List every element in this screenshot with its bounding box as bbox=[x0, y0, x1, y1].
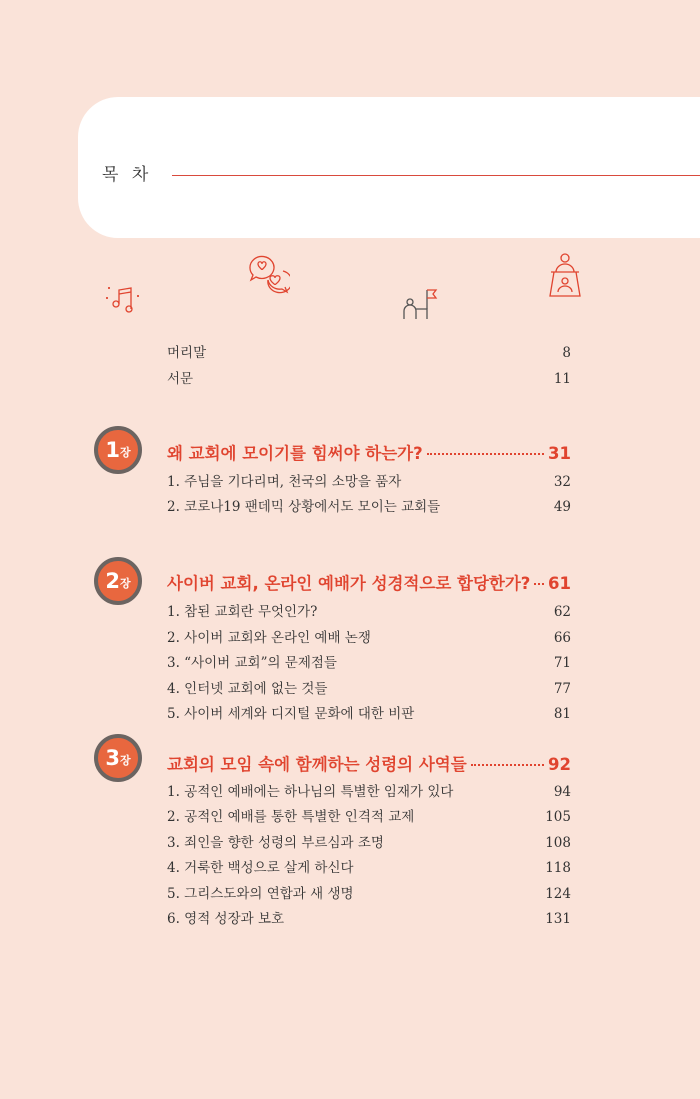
toc-item-title: 4. 인터넷 교회에 없는 것들 bbox=[167, 681, 328, 697]
toc-item-page: 118 bbox=[545, 860, 571, 876]
chapter-unit: 장 bbox=[119, 446, 131, 459]
toc-section-item[interactable] bbox=[167, 626, 571, 646]
toc-item-page: 131 bbox=[545, 911, 571, 927]
toc-item-page: 81 bbox=[553, 706, 571, 722]
toc-item-title: 4. 거룩한 백성으로 살게 하신다 bbox=[167, 860, 354, 876]
toc-item-page: 108 bbox=[545, 835, 571, 851]
page-title: 목 차 bbox=[102, 165, 153, 185]
chapter-page: 92 bbox=[548, 755, 571, 774]
toc-section-item[interactable] bbox=[167, 856, 571, 876]
toc-item-title: 1. 주님을 기다리며, 천국의 소망을 품자 bbox=[167, 474, 402, 490]
toc-item-page: 62 bbox=[553, 604, 571, 620]
toc-section-item[interactable] bbox=[167, 600, 571, 620]
toc-item-title: 머리말 bbox=[167, 345, 207, 361]
header-rule bbox=[172, 175, 700, 176]
chapter-badge bbox=[94, 557, 142, 605]
toc-item-title: 2. 사이버 교회와 온라인 예배 논쟁 bbox=[167, 630, 371, 646]
toc-item-page: 8 bbox=[562, 345, 571, 361]
chapter-page: 61 bbox=[548, 574, 571, 593]
toc-front-item[interactable] bbox=[167, 367, 571, 387]
toc-item-page: 77 bbox=[553, 681, 571, 697]
toc-section-item[interactable] bbox=[167, 651, 571, 671]
toc-item-page: 32 bbox=[553, 474, 571, 490]
chapter-title: 왜 교회에 모이기를 힘써야 하는가? bbox=[167, 444, 423, 463]
toc-item-title: 1. 공적인 예배에는 하나님의 특별한 임재가 있다 bbox=[167, 784, 454, 800]
chapter-heading[interactable] bbox=[167, 440, 571, 464]
toc-item-page: 94 bbox=[553, 784, 571, 800]
toc-item-title: 1. 참된 교회란 무엇인가? bbox=[167, 604, 318, 620]
toc-item-page: 66 bbox=[553, 630, 571, 646]
toc-section-item[interactable] bbox=[167, 677, 571, 697]
toc-item-page: 124 bbox=[545, 886, 571, 902]
toc-section-item[interactable] bbox=[167, 882, 571, 902]
toc-item-title: 서문 bbox=[167, 371, 194, 387]
toc-section-item[interactable] bbox=[167, 780, 571, 800]
toc-item-title: 6. 영적 성장과 보호 bbox=[167, 911, 285, 927]
toc-item-page: 105 bbox=[545, 809, 571, 825]
toc-item-page: 49 bbox=[553, 499, 571, 515]
pastor-podium-icon bbox=[548, 252, 582, 298]
chapter-unit: 장 bbox=[119, 754, 131, 767]
person-flag-icon bbox=[401, 287, 441, 323]
toc-item-title: 3. 죄인을 향한 성령의 부르심과 조명 bbox=[167, 835, 384, 851]
toc-item-title: 3. “사이버 교회”의 문제점들 bbox=[167, 655, 337, 671]
leader-dots bbox=[534, 583, 544, 585]
chapter-badge bbox=[94, 426, 142, 474]
chapter-heading[interactable] bbox=[167, 570, 571, 594]
chapter-title: 사이버 교회, 온라인 예배가 성경적으로 합당한가? bbox=[167, 574, 531, 593]
toc-section-item[interactable] bbox=[167, 495, 571, 515]
toc-item-title: 2. 코로나19 팬데믹 상황에서도 모이는 교회들 bbox=[167, 499, 441, 515]
music-notes-icon bbox=[103, 278, 145, 320]
leader-dots bbox=[471, 764, 544, 766]
chapter-page: 31 bbox=[548, 444, 571, 463]
chapter-number: 1 bbox=[105, 438, 120, 462]
hearts-speech-icon bbox=[246, 252, 290, 296]
toc-section-item[interactable] bbox=[167, 470, 571, 490]
chapter-unit: 장 bbox=[119, 577, 131, 590]
toc-item-page: 71 bbox=[553, 655, 571, 671]
toc-front-item[interactable] bbox=[167, 341, 571, 361]
chapter-badge bbox=[94, 734, 142, 782]
chapter-number: 2 bbox=[105, 569, 120, 593]
toc-item-title: 5. 그리스도와의 연합과 새 생명 bbox=[167, 886, 354, 902]
chapter-number: 3 bbox=[105, 746, 120, 770]
toc-item-title: 2. 공적인 예배를 통한 특별한 인격적 교제 bbox=[167, 809, 415, 825]
toc-section-item[interactable] bbox=[167, 831, 571, 851]
toc-item-title: 5. 사이버 세계와 디지털 문화에 대한 비판 bbox=[167, 706, 415, 722]
toc-section-item[interactable] bbox=[167, 805, 571, 825]
toc-section-item[interactable] bbox=[167, 907, 571, 927]
chapter-heading[interactable] bbox=[167, 751, 571, 775]
leader-dots bbox=[427, 453, 544, 455]
chapter-title: 교회의 모임 속에 함께하는 성령의 사역들 bbox=[167, 755, 467, 774]
toc-section-item[interactable] bbox=[167, 702, 571, 722]
toc-item-page: 11 bbox=[553, 371, 571, 387]
toc-header-card bbox=[78, 97, 700, 238]
